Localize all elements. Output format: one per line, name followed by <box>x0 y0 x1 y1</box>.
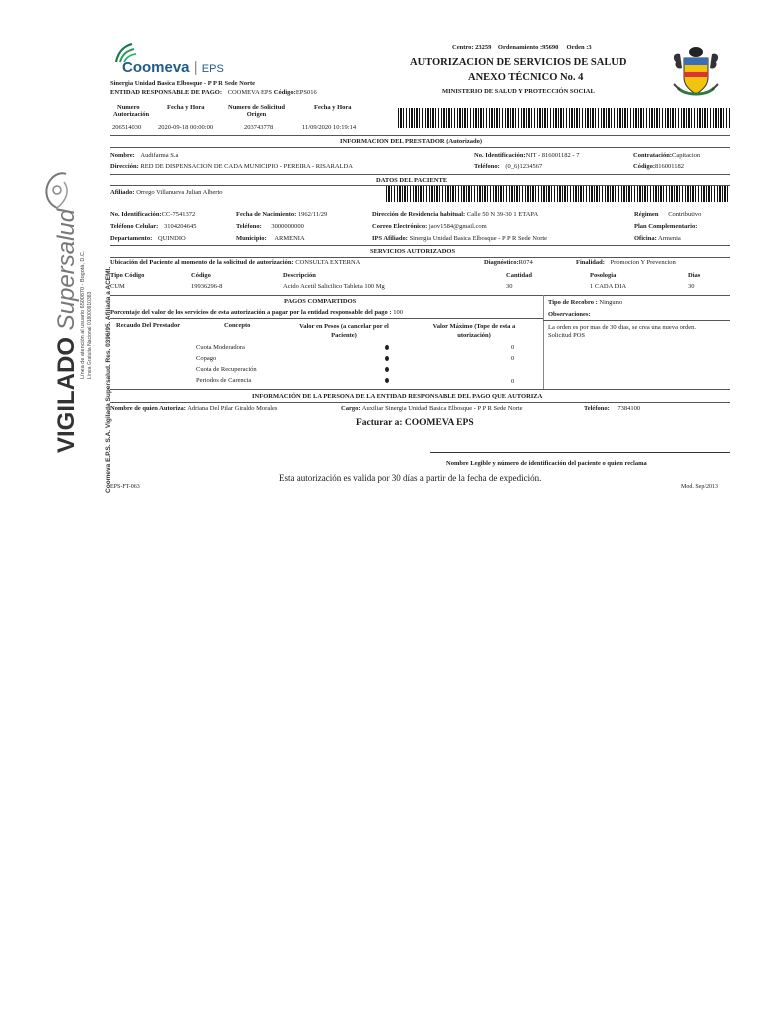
paciente-departamento-value: QUINDIO <box>157 235 186 242</box>
prestador-direccion <box>110 163 353 170</box>
observaciones-label: Observaciones: <box>548 311 591 318</box>
document-title: AUTORIZACION DE SERVICIOS DE SALUD <box>410 57 627 68</box>
paciente-celular-label: Teléfono Celular: <box>110 223 159 230</box>
table-row-cell-descripcion: Acido Acetil Salicilico Tableta 100 Mg <box>283 283 385 290</box>
fecha-hora-2-label: Fecha y Hora <box>314 104 352 111</box>
mod-version: Mod. Sep/2013 <box>681 484 719 490</box>
prestador-codigo-value: 816001182 <box>655 163 685 170</box>
paciente-afiliado-label: Afiliado: <box>110 189 135 196</box>
entidad-line <box>110 89 317 96</box>
prestador-nit <box>474 152 579 159</box>
table-row-cell-cantidad: 30 <box>506 283 513 290</box>
numero-label-line2: Autorización <box>113 111 150 118</box>
paciente-ips-label: IPS Afiliado: <box>372 235 408 242</box>
divider <box>110 318 543 319</box>
barcode-authorization <box>398 108 730 128</box>
paciente-regimen <box>634 211 701 218</box>
paciente-municipio <box>236 235 305 242</box>
prestador-codigo-label: Código: <box>633 163 656 170</box>
table-row-cell-dias: 30 <box>688 283 695 290</box>
divider <box>543 295 544 389</box>
codigo-label: Código: <box>273 89 296 96</box>
paciente-telefono <box>236 223 304 230</box>
pagos-porcentaje-value: 100 <box>393 309 403 316</box>
paciente-id-value: CC-7541372 <box>161 211 196 218</box>
paciente-correo-value: jaov1584@gmail.com <box>428 223 487 230</box>
paciente-residencia-label: Dirección de Residencia habitual: <box>372 211 466 218</box>
pagos-row-concepto-1: Cuota Moderadora <box>196 344 245 351</box>
paciente-departamento-label: Departamento: <box>110 235 153 242</box>
fecha-hora-value: 2020-09-18 00:00:00 <box>158 124 214 131</box>
fecha-hora-label: Fecha y Hora <box>167 104 205 111</box>
autoriza-telefono-value: 7384100 <box>617 405 641 412</box>
ministry-line: MINISTERIO DE SALUD Y PROTECCIÓN SOCIAL <box>442 88 595 95</box>
table-row-cell-posologia: 1 CADA DIA <box>590 283 627 290</box>
divider <box>110 147 730 148</box>
prestador-nombre-value: Audifarma S.a <box>140 152 179 159</box>
divider <box>110 402 730 403</box>
paciente-ips <box>372 235 547 242</box>
divider <box>110 257 730 258</box>
paciente-oficina <box>634 235 681 242</box>
centro-line: Centro: 23259 Ordenamiento :95690 Orden :3 <box>452 44 592 51</box>
paciente-nacimiento <box>236 211 327 218</box>
solicitud-label-line2: Origen <box>246 111 267 118</box>
prestador-nombre-label: Nombre: <box>110 152 135 159</box>
servicios-col-codigo: Código <box>191 272 211 279</box>
paciente-telefono-value: 3000000000 <box>271 223 304 230</box>
numero-autorizacion-value: 206514030 <box>112 124 142 131</box>
prestador-contratacion <box>633 152 700 159</box>
pagos-col-valor-maximo: Valor Máximo (Tope de esta a utorización) <box>432 323 516 339</box>
paciente-ips-value: Sinergia Unidad Basica Elbosque - P P R Sede Norte <box>409 235 548 242</box>
servicios-col-posologia: Posologia <box>590 272 617 279</box>
autoriza-cargo-value: Auxiliar Sinergia Unidad Basica Elbosque - P P R Sede Norte <box>361 405 523 412</box>
paciente-residencia-value: Calle 50 N 39-30 1 ETAPA <box>466 211 539 218</box>
numero-label-line1: Numero <box>117 104 140 111</box>
paciente-celular-value: 3104204645 <box>163 223 197 230</box>
brand-name: Coomeva <box>122 59 190 76</box>
numero-solicitud-label <box>228 104 285 118</box>
servicios-finalidad-value: Promocion Y Prevencion <box>610 259 676 266</box>
valor-pesos-marker <box>385 367 389 372</box>
paciente-oficina-label: Oficina: <box>634 235 657 242</box>
valor-pesos-marker <box>385 378 389 383</box>
brand-suffix: EPS <box>201 63 224 75</box>
paciente-residencia <box>372 211 538 218</box>
tipo-recobro-value: Ninguno <box>599 299 623 306</box>
coomeva-brand: Coomeva | EPS <box>122 59 224 76</box>
servicios-col-cantidad: Cantidad <box>506 272 533 279</box>
barcode-paciente <box>386 186 730 202</box>
paciente-municipio-label: Municipio: <box>236 235 267 242</box>
prestador-contratacion-value: Capitacion <box>672 152 701 159</box>
tipo-recobro-label: Tipo de Recobro : <box>548 299 598 306</box>
autoriza-section-title: INFORMACIÓN DE LA PERSONA DE LA ENTIDAD RESPONSABLE DEL PAGO QUE AUTORIZA <box>252 393 543 400</box>
numero-autorizacion-label <box>113 104 149 118</box>
paciente-oficina-value: Armenia <box>658 235 681 242</box>
divider <box>110 174 730 175</box>
form-code: EPS-FT-063 <box>110 484 140 490</box>
prestador-direccion-label: Dirección: <box>110 163 139 170</box>
divider <box>110 245 730 246</box>
paciente-nacimiento-label: Fecha de Nacimiento: <box>236 211 297 218</box>
prestador-telefono <box>474 163 542 170</box>
pagos-row-max-4: 0 <box>511 378 515 385</box>
pagos-col-valor-pesos: Valor en Pesos (a cancelar por el Paciente) <box>299 323 389 339</box>
pagos-row-concepto-2: Copago <box>196 355 217 362</box>
supersalud-swirl-icon <box>40 170 74 210</box>
servicios-section-title: SERVICIOS AUTORIZADOS <box>370 248 456 255</box>
paciente-telefono-label: Teléfono: <box>236 223 262 230</box>
firma-label: Nombre Legible y número de identificación del paciente o quien reclama <box>446 460 647 467</box>
signature-line <box>430 452 730 453</box>
entidad-value: COOMEVA EPS <box>227 89 273 96</box>
pagos-porcentaje-label: Porcentaje del valor de los servicios de esta autorización a pagar por la entidad responsable del pago : <box>110 309 392 316</box>
entidad-label: ENTIDAD RESPONSABLE DE PAGO: <box>110 89 223 96</box>
document-subtitle: ANEXO TÉCNICO No. 4 <box>468 72 584 83</box>
divider <box>110 135 730 136</box>
pagos-porcentaje <box>110 309 403 316</box>
divider <box>543 320 730 321</box>
paciente-regimen-label: Régimen <box>634 211 659 218</box>
validez-text: Esta autorización es valida por 30 días a partir de la fecha de expedición. <box>279 473 542 483</box>
paciente-departamento <box>110 235 186 242</box>
solicitud-label-line1: Numero de Solicitud <box>228 104 285 111</box>
paciente-nacimiento-value: 1962/11/29 <box>297 211 328 218</box>
pagos-col-concepto: Concepto <box>224 322 251 329</box>
supersalud-linea-2: Línea Gratuita Nacional 018000910383 <box>87 291 93 379</box>
pagos-col-recaudo: Recaudo Del Prestador <box>116 322 181 329</box>
servicios-diagnostico-value: R074 <box>518 259 533 266</box>
autoriza-cargo-label: Cargo: <box>341 405 361 412</box>
fecha-hora-2-value: 11/09/2020 10:19:14 <box>302 124 357 131</box>
sinergia-line: Sinergia Unidad Basica Elbosque - P P R Sede Norte <box>110 80 255 87</box>
table-row-cell-tipo: CUM <box>110 283 125 290</box>
table-row-cell-codigo: 19936296-8 <box>191 283 223 290</box>
vigilado-text: VIGILADO Supersalud <box>53 208 80 453</box>
paciente-plan-label: Plan Complementario: <box>634 223 698 230</box>
facturar-a: Facturar a: COOMEVA EPS <box>356 418 474 428</box>
autoriza-nombre-value: Adriana Del Pilar Giraldo Morales <box>187 405 278 412</box>
prestador-direccion-value: RED DE DISPENSACION DE CADA MUNICIPIO - PEREIRA - RISARALDA <box>140 163 353 170</box>
observaciones-line1: La orden es por mas de 30 dias, se crea una nueva orden. <box>548 324 696 331</box>
supersalud-linea-1: Línea de atención al usuario 6500870 - Bogotá, D.C. <box>80 250 86 379</box>
numero-solicitud-value: 203743778 <box>244 124 274 131</box>
prestador-nit-value: NIT - 816001182 - 7 <box>525 152 580 159</box>
observaciones-line2: Solicitud POS <box>548 332 586 339</box>
autoriza-cargo <box>341 405 523 412</box>
paciente-correo <box>372 223 487 230</box>
prestador-nombre <box>110 152 178 159</box>
servicios-col-tipo-codigo: Tipo Código <box>110 272 145 279</box>
prestador-contratacion-label: Contratación: <box>633 152 672 159</box>
pagos-section-title: PAGOS COMPARTIDOS <box>284 298 357 305</box>
servicios-col-descripcion: Descripción <box>283 272 316 279</box>
paciente-id <box>110 211 195 218</box>
paciente-section-title: DATOS DEL PACIENTE <box>376 177 448 184</box>
servicios-ubicacion-label: Ubicación del Paciente al momento de la solicitud de autorización: <box>110 259 294 266</box>
autoriza-telefono <box>584 405 640 412</box>
servicios-ubicacion-value: CONSULTA EXTERNA <box>295 259 361 266</box>
valor-pesos-marker <box>385 356 389 361</box>
servicios-col-dias: Dias <box>688 272 701 279</box>
pagos-row-concepto-4: Periodos de Carencia <box>196 377 252 384</box>
servicios-finalidad <box>576 259 676 266</box>
prestador-telefono-value: (0_6)1234567 <box>505 163 543 170</box>
servicios-finalidad-label: Finalidad: <box>576 259 605 266</box>
divider <box>110 389 730 390</box>
autoriza-nombre <box>110 405 277 412</box>
tipo-recobro <box>548 299 622 306</box>
servicios-diagnostico-label: Diagnóstico: <box>484 259 519 266</box>
autoriza-nombre-label: Nombre de quien Autoriza: <box>110 405 186 412</box>
codigo-value: EPS016 <box>295 89 317 96</box>
prestador-codigo <box>633 163 684 170</box>
paciente-id-label: No. Identificación: <box>110 211 162 218</box>
paciente-afiliado <box>110 189 223 196</box>
prestador-section-title: INFORMACION DEL PRESTADOR (Autorizado) <box>340 138 482 145</box>
pagos-row-max-2: 0 <box>511 355 515 362</box>
colombia-coat-of-arms-icon <box>672 44 720 100</box>
coomeva-vigilada-text: Coomeva E.P.S. S.A. Vigilada Supersalud. Res. 0396/95. Afiliada a ACEMI. <box>105 266 112 493</box>
paciente-regimen-value: Contributivo <box>668 211 702 218</box>
paciente-celular <box>110 223 196 230</box>
prestador-telefono-label: Teléfono: <box>474 163 500 170</box>
servicios-diagnostico <box>484 259 533 266</box>
valor-pesos-marker <box>385 345 389 350</box>
paciente-correo-label: Correo Electrónico: <box>372 223 428 230</box>
pagos-row-max-1: 0 <box>511 344 515 351</box>
prestador-nit-label: No. Identificación: <box>474 152 526 159</box>
pagos-row-concepto-3: Cuota de Recuperación <box>196 366 257 373</box>
divider <box>110 295 730 296</box>
servicios-ubicacion <box>110 259 360 266</box>
paciente-municipio-value: ARMENIA <box>274 235 305 242</box>
paciente-afiliado-value: Orrego Villanueva Julian Alberto <box>136 189 223 196</box>
autoriza-telefono-label: Teléfono: <box>584 405 610 412</box>
